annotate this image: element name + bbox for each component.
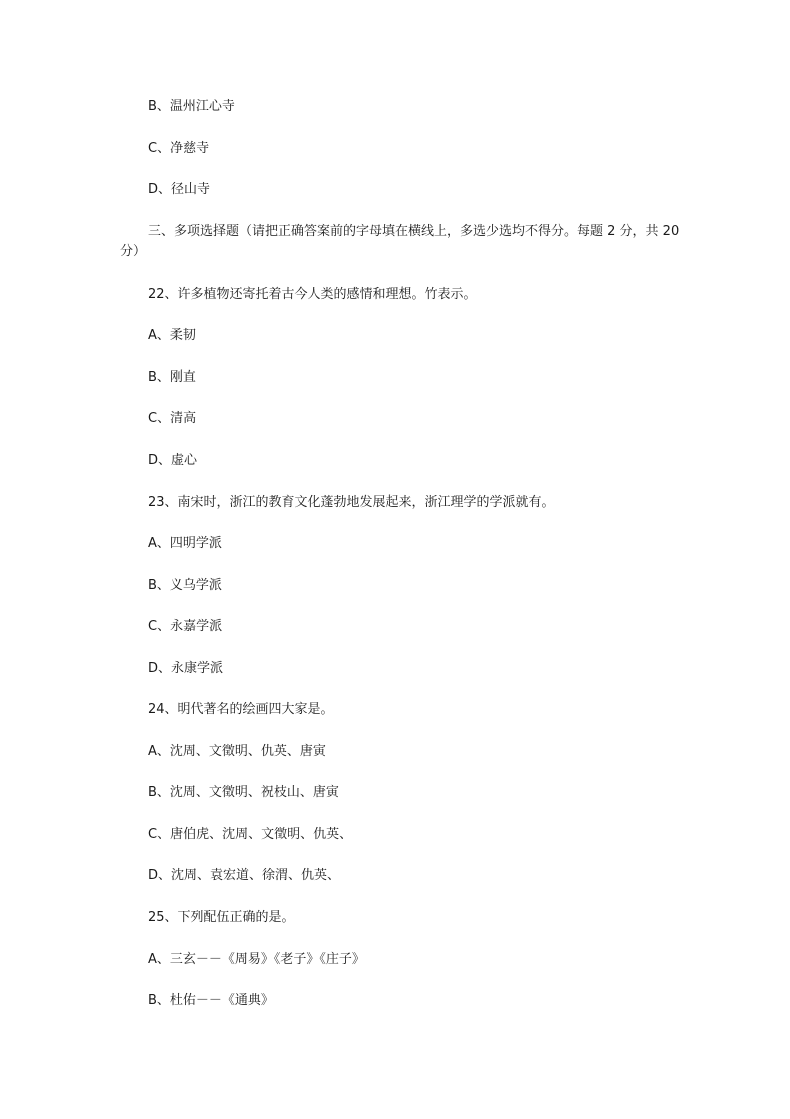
option-b-wenzhou: B、温州江心寺 [148, 99, 235, 114]
q24-option-b: B、沈周、文徵明、祝枝山、唐寅 [148, 785, 339, 800]
q23-option-d: D、永康学派 [148, 661, 224, 676]
q23-option-b: B、义乌学派 [148, 578, 222, 593]
q22-option-c: C、清高 [148, 411, 197, 426]
question-22: 22、许多植物还寄托着古今人类的感情和理想。竹表示。 [148, 287, 477, 302]
option-c-jingci: C、净慈寺 [148, 141, 210, 156]
q25-option-a: A、三玄－－《周易》《老子》《庄子》 [148, 952, 365, 967]
q24-option-c: C、唐伯虎、沈周、文徵明、仇英、 [148, 827, 353, 842]
question-25: 25、下列配伍正确的是。 [148, 910, 295, 925]
q22-option-a: A、柔韧 [148, 328, 196, 343]
q22-option-d: D、虚心 [148, 453, 198, 468]
q25-option-b: B、杜佑－－《通典》 [148, 993, 274, 1008]
q23-option-c: C、永嘉学派 [148, 619, 223, 634]
option-d-jingshan: D、径山寺 [148, 182, 211, 197]
q24-option-d: D、沈周、袁宏道、徐渭、仇英、 [148, 868, 341, 883]
q23-option-a: A、四明学派 [148, 536, 222, 551]
section-heading-multiple-choice: 三、多项选择题（请把正确答案前的字母填在横线上，多选少选均不得分。每题 2 分，共 20 分） [120, 224, 680, 259]
question-23: 23、南宋时，浙江的教育文化蓬勃地发展起来，浙江理学的学派就有。 [148, 495, 555, 510]
question-24: 24、明代著名的绘画四大家是。 [148, 702, 334, 717]
q24-option-a: A、沈周、文徵明、仇英、唐寅 [148, 744, 326, 759]
q22-option-b: B、刚直 [148, 370, 196, 385]
